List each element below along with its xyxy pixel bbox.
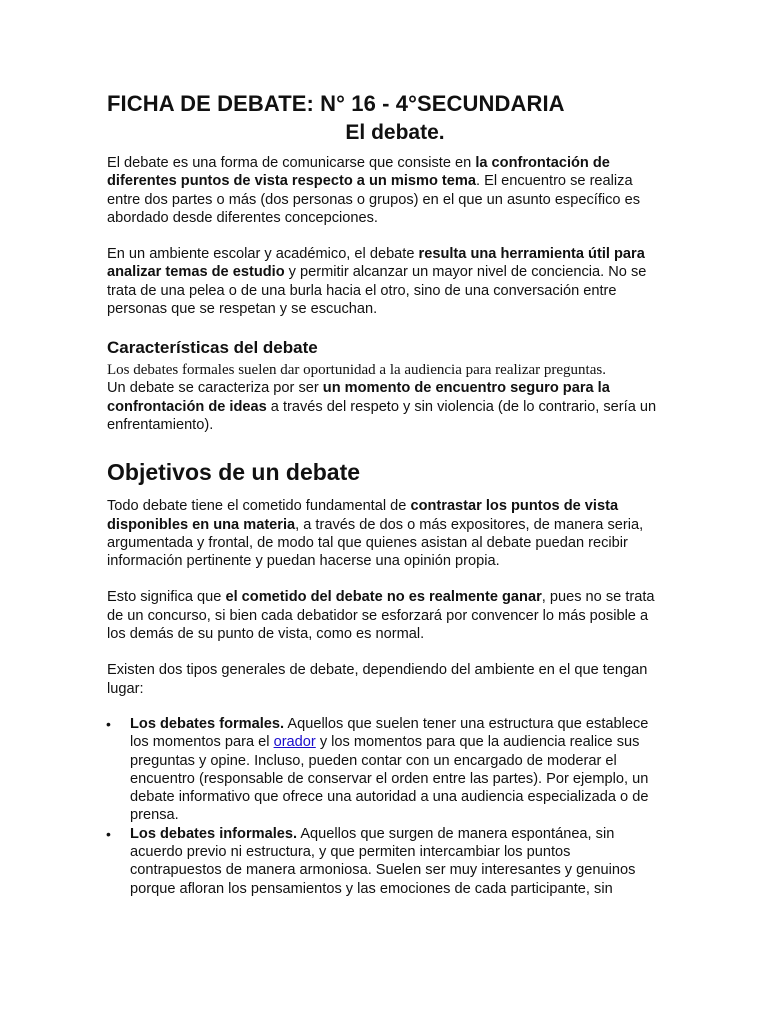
objectives-p2-text-1: Esto significa que bbox=[107, 589, 226, 606]
bullet-icon: • bbox=[106, 825, 111, 842]
characteristics-text-2: a través del respeto y sin violencia (de lo contrario, sería un enfrentamiento). bbox=[107, 398, 657, 433]
objectives-paragraph-2 bbox=[107, 588, 665, 643]
objectives-p1-text-2: , a través de dos o más expositores, de manera seria, argumentada y frontal, de modo tal que quienes asistan al debate puedan recibir información pertinente y puedan hacerse una opinión propia. bbox=[107, 516, 644, 570]
characteristics-serif-line: Los debates formales suelen dar oportunidad a la audiencia para realizar preguntas. bbox=[107, 362, 606, 379]
objectives-heading: Objetivos de un debate bbox=[107, 459, 361, 486]
context-paragraph bbox=[107, 245, 665, 318]
debate-types-list bbox=[107, 715, 665, 898]
characteristics-heading: Características del debate bbox=[107, 338, 318, 358]
bullet-icon: • bbox=[106, 715, 111, 732]
document-page bbox=[107, 90, 665, 898]
intro-bold: la confrontación de diferentes puntos de vista respecto a un mismo tema bbox=[107, 155, 610, 190]
characteristics-text-1: Un debate se caracteriza por ser bbox=[107, 380, 323, 397]
formal-text-2: y los momentos para que la audiencia realice sus preguntas y opine. Incluso, pueden contar con un encargado de moderar el encuentro (responsable de conservar el orden entre las partes). Por ejemplo, un debate informativo que ofrece una autoridad a una audiencia especializada o de prensa. bbox=[130, 734, 649, 824]
document-title: FICHA DE DEBATE: N° 16 - 4°SECUNDARIA bbox=[107, 91, 565, 116]
debate-types-intro: Existen dos tipos generales de debate, dependiendo del ambiente en el que tengan lugar: bbox=[107, 662, 648, 697]
context-bold: resulta una herramienta útil para analizar temas de estudio bbox=[107, 246, 645, 281]
intro-text-2: . El encuentro se realiza entre dos partes o más (dos personas o grupos) en el que un asunto específico es abordado desde diferentes concepciones. bbox=[107, 173, 640, 226]
objectives-p1-text-1: Todo debate tiene el cometido fundamental de bbox=[107, 498, 411, 515]
document-subtitle: El debate. bbox=[345, 121, 445, 144]
formal-text-1: Aquellos que suelen tener una estructura que establece los momentos para el bbox=[130, 715, 649, 751]
characteristics-bold: un momento de encuentro seguro para la confrontación de ideas bbox=[107, 380, 610, 415]
informal-text-1: Aquellos que surgen de manera espontánea, sin acuerdo previo ni estructura, y que permiten intercambiar los puntos contrapuestos de manera armoniosa. Suelen ser muy interesantes y genuinos porque afloran los pensamientos y las emociones de cada participante, sin bbox=[130, 825, 636, 897]
list-item-informal bbox=[107, 825, 665, 898]
orador-link[interactable]: orador bbox=[273, 734, 316, 751]
context-text-1: En un ambiente escolar y académico, el debate bbox=[107, 246, 419, 263]
intro-paragraph bbox=[107, 154, 665, 227]
intro-text-1: El debate es una forma de comunicarse que consiste en bbox=[107, 155, 476, 171]
context-text-2: y permitir alcanzar un mayor nivel de conciencia. No se trata de una pelea o de una burla hacia el otro, sino de una conversación entre personas que se respetan y se escuchan. bbox=[107, 264, 647, 318]
informal-label: Los debates informales. bbox=[130, 825, 298, 842]
objectives-paragraph-1 bbox=[107, 497, 665, 570]
list-item-formal bbox=[107, 715, 665, 825]
formal-label: Los debates formales. bbox=[130, 715, 285, 732]
objectives-p2-text-2: , pues no se trata de un concurso, si bien cada debatidor se esforzará por convencer lo más posible a los demás de su punto de vista, como es normal. bbox=[107, 589, 655, 643]
objectives-p1-bold: contrastar los puntos de vista disponibles en una materia bbox=[107, 498, 619, 533]
characteristics-paragraph bbox=[107, 379, 665, 434]
objectives-p2-bold: el cometido del debate no es realmente ganar bbox=[225, 589, 542, 606]
